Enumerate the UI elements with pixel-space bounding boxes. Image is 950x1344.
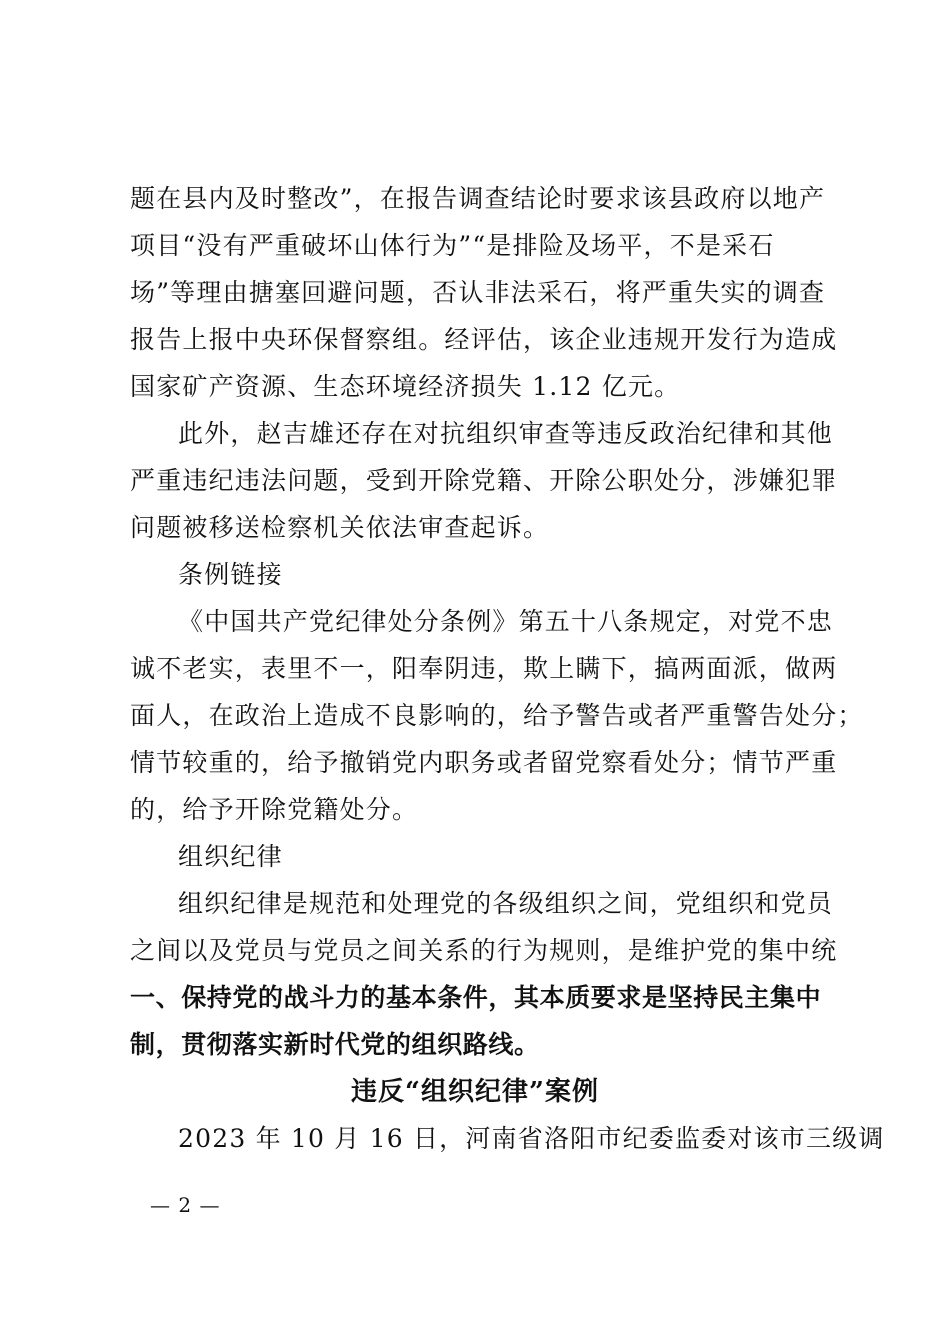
paragraph-start-line: 《中国共产党纪律处分条例》第五十八条规定，对党不忠 bbox=[178, 607, 834, 636]
body-line: 情节较重的，给予撤销党内职务或者留党察看处分；情节严重 bbox=[130, 748, 838, 777]
body-line: 项目“没有严重破坏山体行为”“是排险及场平，不是采石 bbox=[130, 231, 775, 260]
bold-body-line: 制，贯彻落实新时代党的组织路线。 bbox=[130, 1030, 540, 1059]
body-line: 国家矿产资源、生态环境经济损失 1.12 亿元。 bbox=[130, 372, 681, 401]
paragraph-start-line: 此外，赵吉雄还存在对抗组织审查等违反政治纪律和其他 bbox=[178, 419, 834, 448]
section-label: 条例链接 bbox=[178, 560, 283, 589]
paragraph-start-line: 组织纪律是规范和处理党的各级组织之间，党组织和党员 bbox=[178, 889, 834, 918]
case-heading: 违反“组织纪律”案例 bbox=[351, 1077, 599, 1107]
body-line: 报告上报中央环保督察组。经评估，该企业违规开发行为造成 bbox=[130, 325, 838, 354]
body-line: 之间以及党员与党员之间关系的行为规则，是维护党的集中统 bbox=[130, 936, 838, 965]
section-label: 组织纪律 bbox=[178, 842, 283, 871]
body-line: 诚不老实，表里不一，阳奉阴违，欺上瞒下，搞两面派，做两 bbox=[130, 654, 838, 683]
bold-body-line: 一、保持党的战斗力的基本条件，其本质要求是坚持民主集中 bbox=[130, 983, 822, 1012]
paragraph-start-line: 2023 年 10 月 16 日，河南省洛阳市纪委监委对该市三级调 bbox=[178, 1124, 885, 1153]
body-line: 问题被移送检察机关依法审查起诉。 bbox=[130, 513, 550, 542]
body-line: 面人，在政治上造成不良影响的，给予警告或者严重警告处分； bbox=[130, 701, 864, 730]
body-line: 题在县内及时整改”，在报告调查结论时要求该县政府以地产 bbox=[130, 184, 826, 213]
page-number: — 2 — bbox=[150, 1193, 221, 1217]
body-line: 场”等理由搪塞回避问题，否认非法采石，将严重失实的调查 bbox=[130, 278, 826, 307]
body-line: 严重违纪违法问题，受到开除党籍、开除公职处分，涉嫌犯罪 bbox=[130, 466, 838, 495]
body-line: 的，给予开除党籍处分。 bbox=[130, 795, 419, 824]
